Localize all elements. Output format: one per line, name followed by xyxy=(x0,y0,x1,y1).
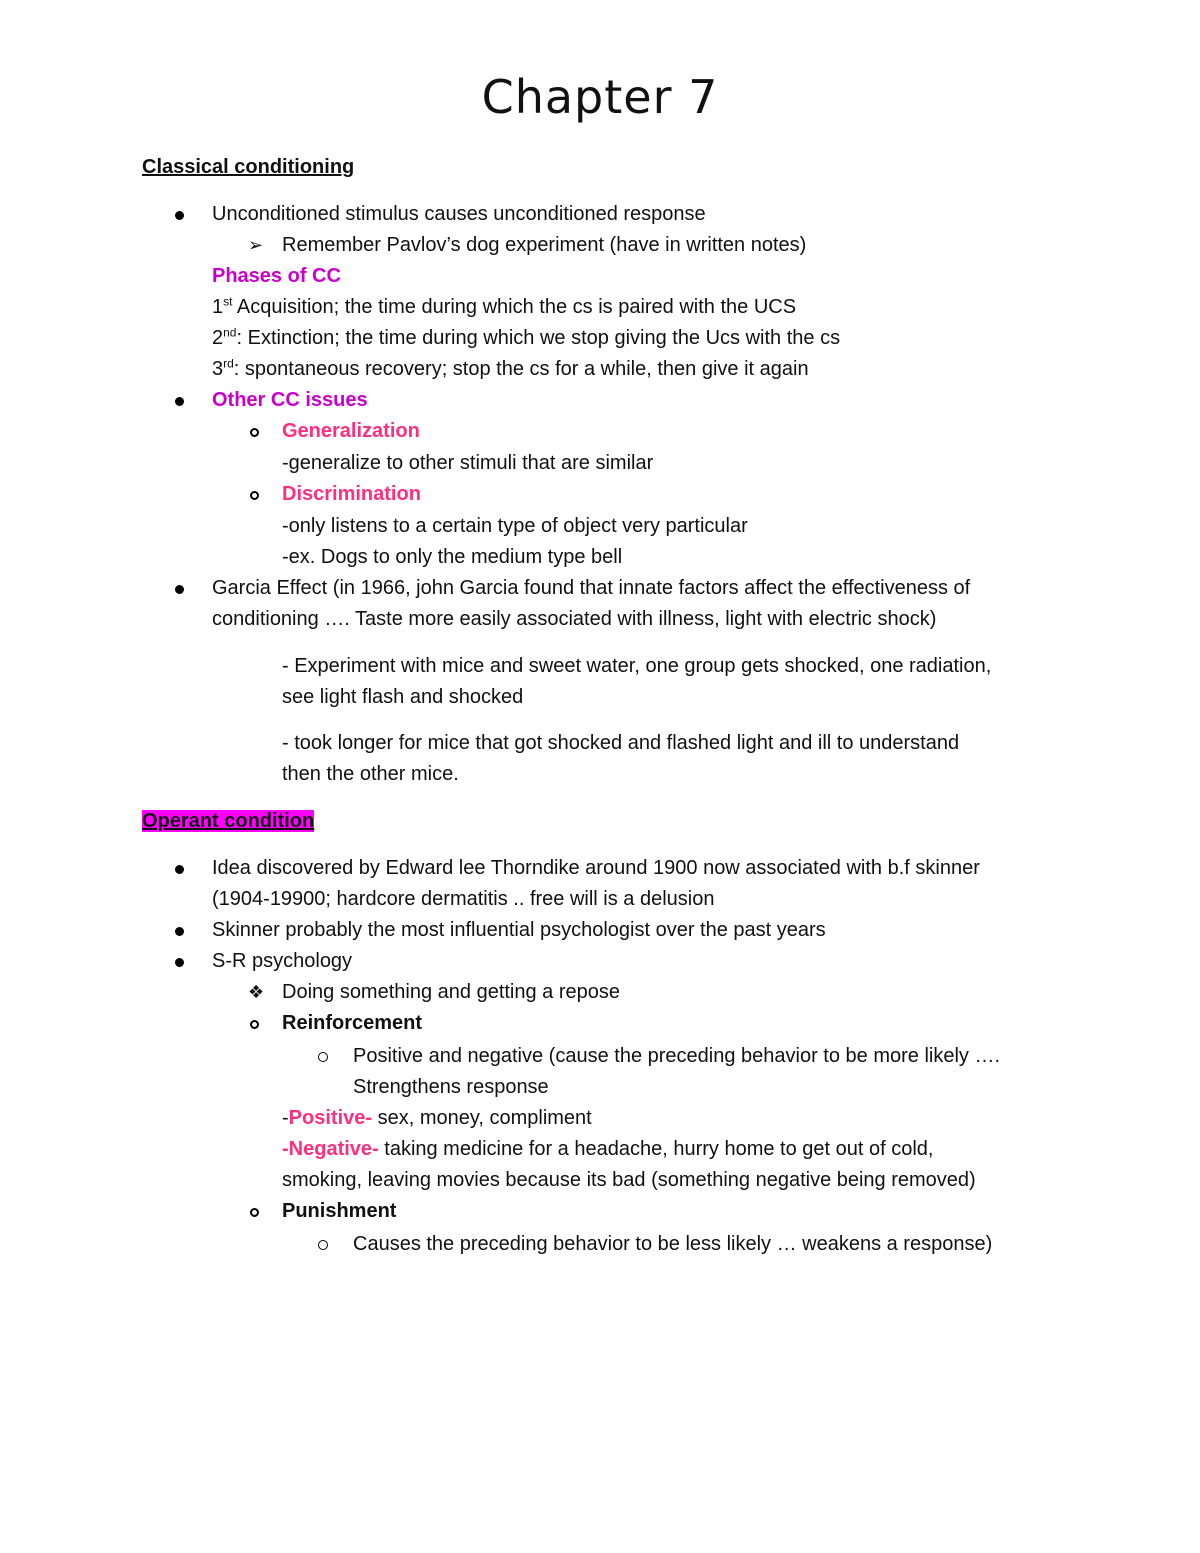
list-item: - Experiment with mice and sweet water, one group gets shocked, one radiation, xyxy=(282,655,992,677)
discrimination-label: Discrimination xyxy=(282,483,421,505)
bullet-dot xyxy=(175,199,184,230)
arrow-bullet-icon: ➢ xyxy=(248,235,264,255)
list-item: Remember Pavlov’s dog experiment (have in written notes) xyxy=(282,234,807,256)
phase-1: 1st Acquisition; the time during which the cs is paired with the UCS xyxy=(212,294,797,318)
page-title: Chapter 7 xyxy=(481,70,719,124)
circle-bullet-icon xyxy=(250,1196,259,1227)
circle-bullet-icon xyxy=(250,416,259,447)
circle-bullet-icon xyxy=(250,1008,259,1039)
list-item: (1904-19900; hardcore dermatitis .. free will is a delusion xyxy=(212,888,715,910)
section-heading-operant: Operant condition xyxy=(142,810,315,832)
bullet-dot xyxy=(175,573,184,604)
generalization-label: Generalization xyxy=(282,420,420,442)
list-item: then the other mice. xyxy=(282,763,459,785)
list-item: see light flash and shocked xyxy=(282,686,524,708)
reinforcement-label: Reinforcement xyxy=(282,1012,423,1034)
phase-3: 3rd: spontaneous recovery; stop the cs for a while, then give it again xyxy=(212,356,809,380)
positive-example: -Positive- sex, money, compliment xyxy=(282,1107,592,1129)
punishment-label: Punishment xyxy=(282,1200,397,1222)
hollow-circle-bullet-icon xyxy=(318,1229,328,1260)
list-item: Positive and negative (cause the preceding behavior to be more likely …. xyxy=(353,1045,1001,1067)
list-item: Skinner probably the most influential psychologist over the past years xyxy=(212,919,826,941)
list-item: conditioning …. Taste more easily associated with illness, light with electric shock) xyxy=(212,608,937,630)
list-item: -ex. Dogs to only the medium type bell xyxy=(282,546,623,568)
list-item: -only listens to a certain type of object very particular xyxy=(282,515,748,537)
list-item: Unconditioned stimulus causes unconditioned response xyxy=(212,203,706,225)
section-heading-classical: Classical conditioning xyxy=(142,156,355,178)
list-item: Causes the preceding behavior to be less likely … weakens a response) xyxy=(353,1233,993,1255)
diamond-bullet-icon: ❖ xyxy=(248,982,265,1002)
bullet-dot xyxy=(175,385,184,416)
phase-2: 2nd: Extinction; the time during which we stop giving the Ucs with the cs xyxy=(212,325,841,349)
bullet-dot xyxy=(175,946,184,977)
list-item: Doing something and getting a repose xyxy=(282,981,621,1003)
circle-bullet-icon xyxy=(250,479,259,510)
list-item: -generalize to other stimuli that are similar xyxy=(282,452,654,474)
negative-example: -Negative- taking medicine for a headache, hurry home to get out of cold, xyxy=(282,1138,934,1160)
bullet-dot xyxy=(175,853,184,884)
phases-heading: Phases of CC xyxy=(212,265,341,287)
bullet-dot xyxy=(175,915,184,946)
list-item: - took longer for mice that got shocked and flashed light and ill to understand xyxy=(282,732,960,754)
list-item: Idea discovered by Edward lee Thorndike around 1900 now associated with b.f skinner xyxy=(212,857,980,879)
list-item: Strengthens response xyxy=(353,1076,549,1098)
list-item: Garcia Effect (in 1966, john Garcia found that innate factors affect the effectiveness of xyxy=(212,577,971,599)
list-item: S-R psychology xyxy=(212,950,353,972)
other-issues-heading: Other CC issues xyxy=(212,389,368,411)
list-item: smoking, leaving movies because its bad (something negative being removed) xyxy=(282,1169,976,1191)
hollow-circle-bullet-icon xyxy=(318,1041,328,1072)
